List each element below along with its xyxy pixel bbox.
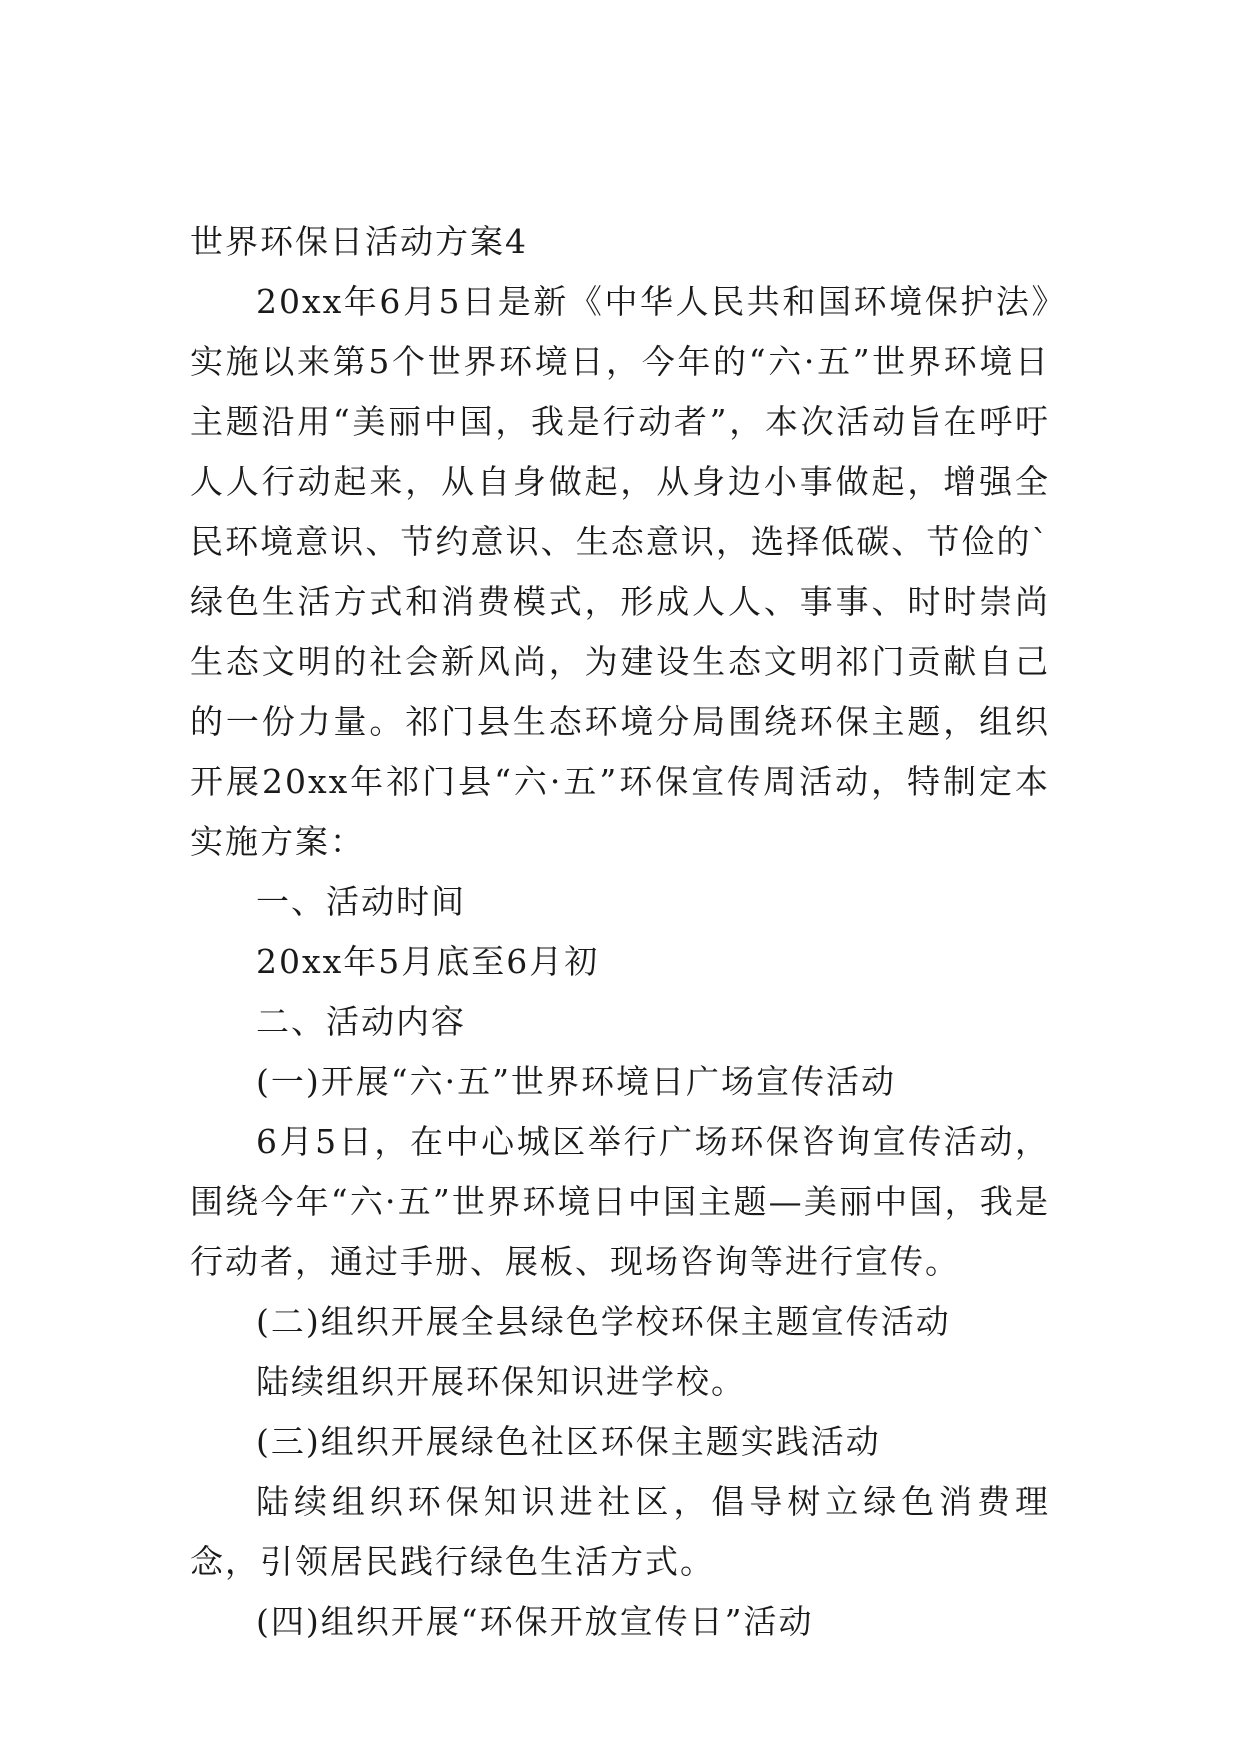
section-heading-time: 一、活动时间 (256, 882, 466, 921)
time-paragraph: 20xx年5月底至6月初 (256, 942, 600, 981)
subheading-1: (一)开展“六·五”世界环境日广场宣传活动 (256, 1062, 896, 1101)
intro-paragraph: 20xx年6月5日是新《中华人民共和国环境保护法》实施以来第5个世界环境日，今年的“六·五”世界环境日主题沿用“美丽中国，我是行动者”，本次活动旨在呼吁人人行动起来，从自身做起，从身边小事做起，增强全民环境意识、节约意识、生态意识，选择低碳、节俭的`绿色生活方式和消费模式，形成人人、事事、时时崇尚生态文明的社会新风尚，为建设生态文明祁门贡献自己的一份力量。祁门县生态环境分局围绕环保主题，组织开展20xx年祁门县“六·五”环保宣传周活动，特制定本实施方案： (190, 282, 1050, 861)
paragraph-1: 6月5日，在中心城区举行广场环保咨询宣传活动，围绕今年“六·五”世界环境日中国主题—美丽中国，我是行动者，通过手册、展板、现场咨询等进行宣传。 (190, 1122, 1050, 1281)
paragraph-2: 陆续组织开展环保知识进学校。 (256, 1362, 746, 1401)
subheading-4: (四)组织开展“环保开放宣传日”活动 (256, 1602, 814, 1641)
paragraph-3: 陆续组织环保知识进社区，倡导树立绿色消费理念，引领居民践行绿色生活方式。 (190, 1482, 1050, 1581)
document-body (190, 212, 1050, 1652)
subheading-2: (二)组织开展全县绿色学校环保主题宣传活动 (256, 1302, 951, 1341)
subheading-3: (三)组织开展绿色社区环保主题实践活动 (256, 1422, 881, 1461)
document-title: 世界环保日活动方案4 (190, 222, 528, 261)
section-heading-content: 二、活动内容 (256, 1002, 466, 1041)
